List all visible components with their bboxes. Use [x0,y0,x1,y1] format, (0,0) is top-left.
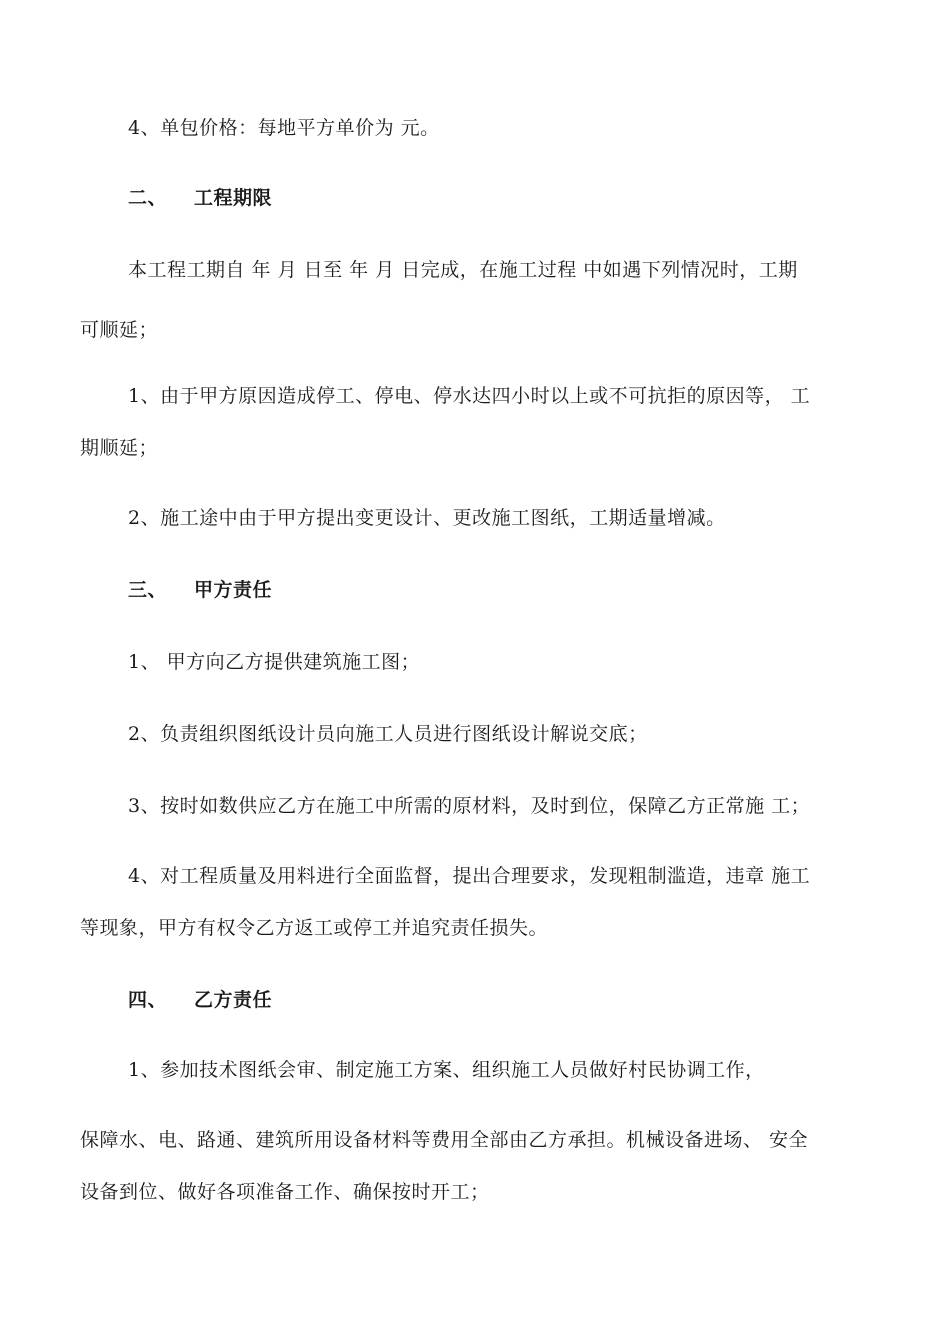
list-item: 2、负责组织图纸设计员向施工人员进行图纸设计解说交底； [128,723,648,745]
list-item-continuation: 设备到位、做好各项准备工作、确保按时开工； [80,1181,490,1203]
section-number: 二、 [128,187,168,209]
list-item-continuation: 等现象，甲方有权令乙方返工或停工并追究责任损失。 [80,917,549,939]
paragraph-line: 可顺延； [80,319,159,341]
list-item-continuation: 期顺延； [80,437,159,459]
section-number: 三、 [128,579,168,601]
list-item: 1、参加技术图纸会审、制定施工方案、组织施工人员做好村民协调工作， [128,1059,765,1081]
section-heading-2 [128,186,272,210]
list-item: 1、 甲方向乙方提供建筑施工图； [128,651,421,673]
price-item: 4、单包价格：每地平方单价为 元。 [128,117,440,139]
list-item: 3、按时如数供应乙方在施工中所需的原材料，及时到位，保障乙方正常施 工； [128,795,811,817]
list-item-continuation: 保障水、电、路通、建筑所用设备材料等费用全部由乙方承担。机械设备进场、 安全 [80,1129,809,1151]
section-title: 乙方责任 [194,989,273,1011]
list-item: 1、由于甲方原因造成停工、停电、停水达四小时以上或不可抗拒的原因等， 工 [128,385,811,407]
section-heading-3 [128,578,272,602]
list-item: 4、对工程质量及用料进行全面监督，提出合理要求，发现粗制滥造，违章 施工 [128,865,811,887]
list-item: 2、施工途中由于甲方提出变更设计、更改施工图纸，工期适量增减。 [128,507,726,529]
section-number: 四、 [128,989,168,1011]
section-title: 甲方责任 [194,579,273,601]
section-title: 工程期限 [194,187,273,209]
paragraph-line: 本工程工期自 年 月 日至 年 月 日完成，在施工过程 中如遇下列情况时，工期 [128,259,798,281]
section-heading-4 [128,988,272,1012]
